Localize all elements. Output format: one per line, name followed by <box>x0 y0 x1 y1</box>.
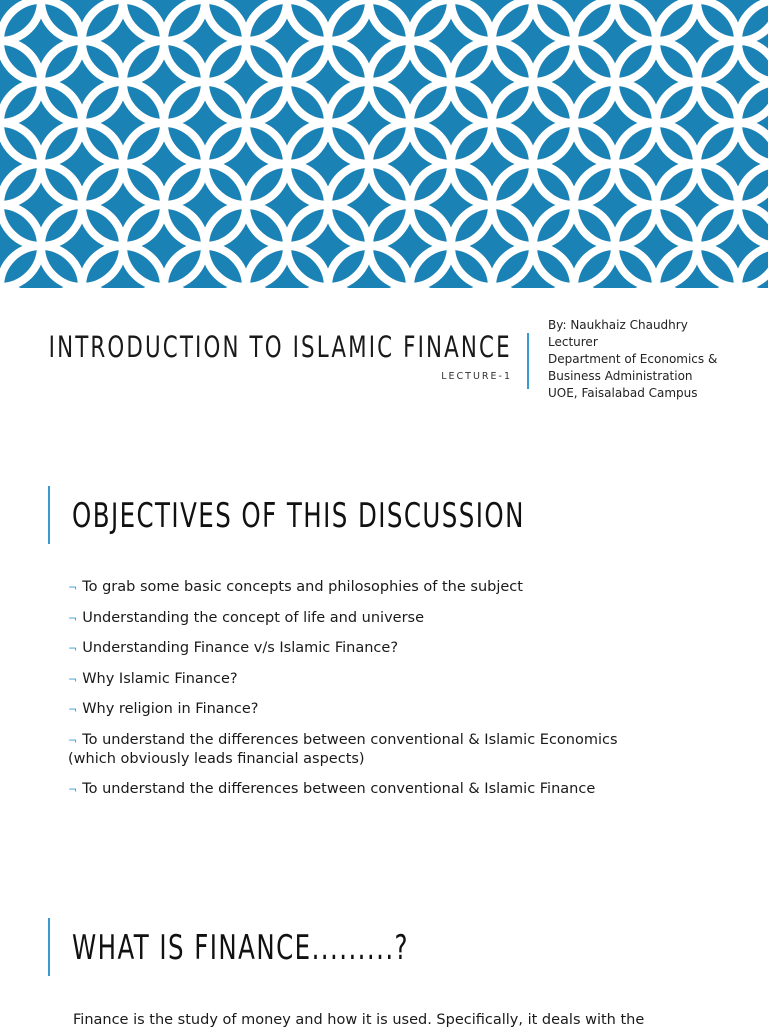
list-item <box>68 700 668 719</box>
author-line: UOE, Faisalabad Campus <box>548 386 698 400</box>
list-item <box>68 609 668 628</box>
objectives-heading <box>48 486 728 546</box>
list-item <box>68 578 668 597</box>
body-paragraph: Finance is the study of money and how it is used. Specifically, it deals with the <box>73 1012 645 1028</box>
section-title: OBJECTIVES OF THIS DISCUSSION <box>72 496 525 536</box>
bullet-icon: ¬ <box>68 611 78 625</box>
bullet-icon: ¬ <box>68 672 78 686</box>
author-line: Department of Economics & <box>548 352 718 366</box>
decorative-pattern-banner <box>0 0 768 288</box>
accent-bar <box>48 918 50 976</box>
list-item-text: To grab some basic concepts and philosophies of the subject <box>82 579 523 595</box>
list-item-text: Understanding Finance v/s Islamic Finance? <box>82 640 399 656</box>
list-item-text: Why Islamic Finance? <box>82 670 238 687</box>
list-item-text: Understanding the concept of life and universe <box>82 609 425 626</box>
bullet-icon: ¬ <box>68 783 78 796</box>
vertical-divider <box>527 333 529 389</box>
slide-title: INTRODUCTION TO ISLAMIC FINANCE <box>48 330 512 364</box>
title-slide <box>0 288 768 438</box>
author-line: By: Naukhaiz Chaudhry <box>548 318 688 332</box>
what-is-finance-heading <box>48 918 728 978</box>
list-item-text: To understand the differences between conventional & Islamic Economics (which obviously leads financial aspects) <box>68 731 618 767</box>
author-info <box>548 317 717 402</box>
bullet-icon: ¬ <box>68 703 78 716</box>
accent-bar <box>48 486 50 544</box>
bullet-icon: ¬ <box>68 642 78 655</box>
objectives-list <box>68 578 668 811</box>
list-item <box>68 639 668 658</box>
slide-subtitle: LECTURE-1 <box>441 371 512 382</box>
list-item-text: Why religion in Finance? <box>82 701 259 717</box>
author-line: Lecturer <box>548 335 598 349</box>
list-item <box>68 731 668 769</box>
section-title: WHAT IS FINANCE.........? <box>72 928 409 968</box>
list-item <box>68 780 668 799</box>
bullet-icon: ¬ <box>68 581 78 594</box>
list-item-text: To understand the differences between conventional & Islamic Finance <box>82 781 596 797</box>
list-item <box>68 670 668 689</box>
author-line: Business Administration <box>548 369 693 383</box>
bullet-icon: ¬ <box>68 733 78 747</box>
